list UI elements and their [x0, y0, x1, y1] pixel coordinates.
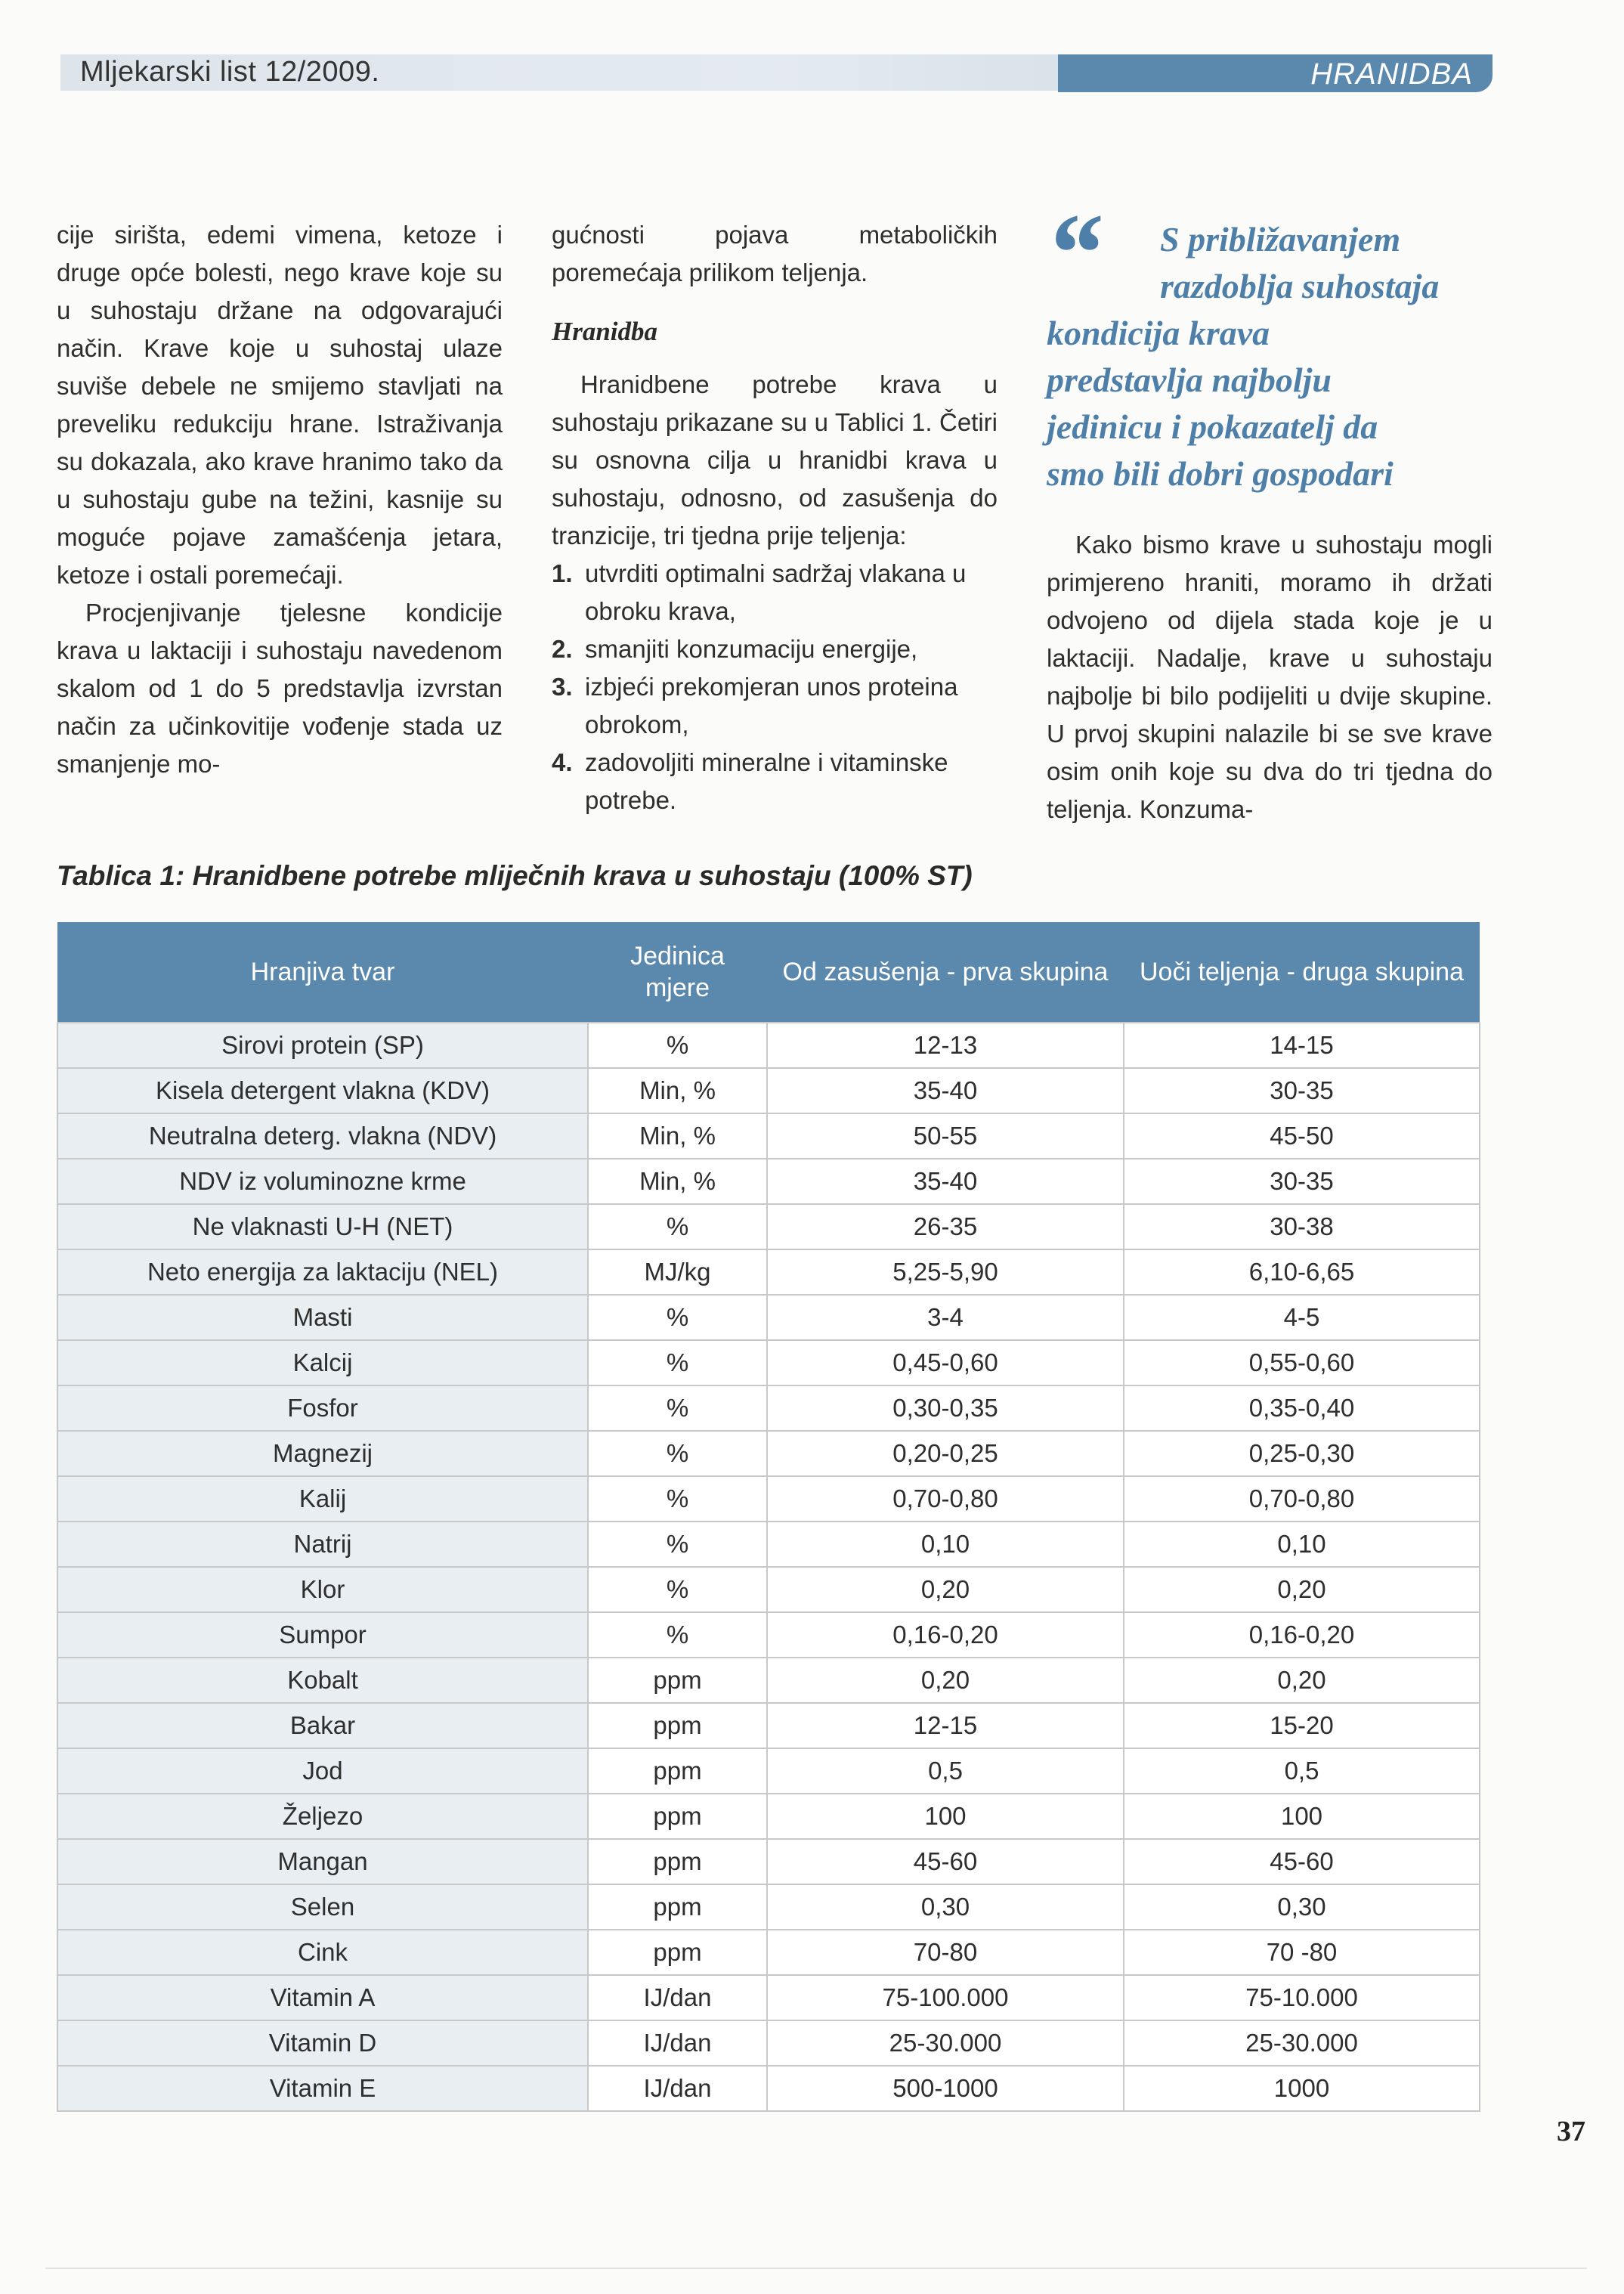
second-group-cell: 0,20	[1124, 1567, 1480, 1612]
table-row	[57, 1113, 1480, 1159]
second-group-cell: 30-38	[1124, 1204, 1480, 1249]
first-group-cell: 0,20	[767, 1658, 1124, 1703]
nutrient-cell: Fosfor	[57, 1385, 588, 1431]
first-group-cell: 0,10	[767, 1522, 1124, 1567]
first-group-cell: 75-100.000	[767, 1975, 1124, 2020]
table-row	[57, 1748, 1480, 1794]
first-group-cell: 0,20-0,25	[767, 1431, 1124, 1476]
nutrient-cell: Natrij	[57, 1522, 588, 1567]
unit-cell: ppm	[588, 1794, 767, 1839]
table-row	[57, 1658, 1480, 1703]
table-row	[57, 1476, 1480, 1522]
list-item	[552, 668, 998, 744]
nutrient-cell: Bakar	[57, 1703, 588, 1748]
pull-quote-line: razdoblja suhostaja	[1160, 267, 1440, 305]
first-group-cell: 0,45-0,60	[767, 1340, 1124, 1385]
second-group-cell: 25-30.000	[1124, 2020, 1480, 2066]
nutrient-cell: Jod	[57, 1748, 588, 1794]
list-number: 3.	[552, 673, 573, 701]
table-row	[57, 1295, 1480, 1340]
footer-divider	[45, 2268, 1587, 2269]
unit-cell: ppm	[588, 1930, 767, 1975]
nutrient-cell: Cink	[57, 1930, 588, 1975]
list-text: izbjeći prekomjeran unos proteina obrokom,	[585, 673, 958, 738]
nutrient-cell: Kalcij	[57, 1340, 588, 1385]
first-group-cell: 0,70-0,80	[767, 1476, 1124, 1522]
nutrient-cell: Kobalt	[57, 1658, 588, 1703]
unit-cell: Min, %	[588, 1068, 767, 1113]
first-group-cell: 25-30.000	[767, 2020, 1124, 2066]
second-group-cell: 100	[1124, 1794, 1480, 1839]
unit-cell: %	[588, 1431, 767, 1476]
list-item	[552, 555, 998, 630]
list-number: 1.	[552, 559, 573, 587]
text-column-1	[57, 216, 503, 783]
second-group-cell: 0,10	[1124, 1522, 1480, 1567]
nutrient-cell: Klor	[57, 1567, 588, 1612]
unit-cell: ppm	[588, 1703, 767, 1748]
unit-cell: ppm	[588, 1884, 767, 1930]
nutrient-cell: NDV iz voluminozne krme	[57, 1159, 588, 1204]
list-item	[552, 744, 998, 819]
column-header: Jedinica mjere	[588, 922, 767, 1023]
text-column-3	[1045, 190, 1493, 828]
nutrition-table	[57, 922, 1480, 2112]
unit-cell: Min, %	[588, 1159, 767, 1204]
table-row	[57, 2066, 1480, 2111]
publication-title: Mljekarski list 12/2009.	[80, 56, 380, 88]
unit-cell: IJ/dan	[588, 1975, 767, 2020]
first-group-cell: 35-40	[767, 1068, 1124, 1113]
second-group-cell: 4-5	[1124, 1295, 1480, 1340]
second-group-cell: 0,55-0,60	[1124, 1340, 1480, 1385]
text-column-2	[552, 216, 998, 819]
table-row	[57, 1023, 1480, 1068]
second-group-cell: 70 -80	[1124, 1930, 1480, 1975]
list-text: zadovoljiti mineralne i vitaminske potrebe.	[585, 748, 948, 814]
paragraph: Hranidbene potrebe krava u suhostaju prikazane su u Tablici 1. Četiri su osnovna cilja u hranidbi krava u suhostaju, odnosno, od zasušenja do tranzicije, tri tjedna prije teljenja:	[552, 370, 998, 550]
first-group-cell: 12-13	[767, 1023, 1124, 1068]
table-row	[57, 1522, 1480, 1567]
pull-quote-line: kondicija krava	[1047, 314, 1270, 352]
table-row	[57, 1567, 1480, 1612]
table-row	[57, 1204, 1480, 1249]
first-group-cell: 0,30-0,35	[767, 1385, 1124, 1431]
second-group-cell: 1000	[1124, 2066, 1480, 2111]
page-number: 37	[1557, 2116, 1585, 2147]
unit-cell: %	[588, 1476, 767, 1522]
nutrient-cell: Željezo	[57, 1794, 588, 1839]
first-group-cell: 0,16-0,20	[767, 1612, 1124, 1658]
unit-cell: %	[588, 1295, 767, 1340]
second-group-cell: 45-60	[1124, 1839, 1480, 1884]
list-number: 4.	[552, 748, 573, 776]
table-row	[57, 1159, 1480, 1204]
first-group-cell: 35-40	[767, 1159, 1124, 1204]
nutrient-cell: Mangan	[57, 1839, 588, 1884]
pull-quote-block	[1045, 190, 1493, 526]
section-heading: Hranidba	[552, 317, 658, 346]
first-group-cell: 0,30	[767, 1884, 1124, 1930]
pull-quote-line: predstavlja najbolju	[1047, 361, 1332, 399]
second-group-cell: 30-35	[1124, 1068, 1480, 1113]
table-row	[57, 1884, 1480, 1930]
column-header: Hranjiva tvar	[57, 922, 588, 1023]
nutrient-cell: Sumpor	[57, 1612, 588, 1658]
list-number: 2.	[552, 635, 573, 663]
second-group-cell: 0,70-0,80	[1124, 1476, 1480, 1522]
paragraph: cije sirišta, edemi vimena, ketoze i druge opće bolesti, nego krave koje su u suhostaju držane na odgovarajući način. Krave koje u suhostaj ulaze suviše debele ne smijemo stavljati na preveliku redukciju hrane. Istraživanja su dokazala, ako krave hranimo tako da u suhostaju gube na težini, kasnije su moguće pojave zamašćenja jetara, ketoze i ostali poremećaji.	[57, 221, 503, 589]
second-group-cell: 0,25-0,30	[1124, 1431, 1480, 1476]
pull-quote	[1047, 216, 1493, 497]
second-group-cell: 6,10-6,65	[1124, 1249, 1480, 1295]
first-group-cell: 0,20	[767, 1567, 1124, 1612]
unit-cell: IJ/dan	[588, 2066, 767, 2111]
second-group-cell: 0,30	[1124, 1884, 1480, 1930]
unit-cell: %	[588, 1612, 767, 1658]
nutrient-cell: Neto energija za laktaciju (NEL)	[57, 1249, 588, 1295]
first-group-cell: 3-4	[767, 1295, 1124, 1340]
nutrient-cell: Vitamin A	[57, 1975, 588, 2020]
unit-cell: %	[588, 1567, 767, 1612]
nutrient-cell: Neutralna deterg. vlakna (NDV)	[57, 1113, 588, 1159]
unit-cell: %	[588, 1340, 767, 1385]
table-row	[57, 1930, 1480, 1975]
pull-quote-line: jedinicu i pokazatelj da	[1047, 407, 1378, 446]
nutrient-cell: Kisela detergent vlakna (KDV)	[57, 1068, 588, 1113]
unit-cell: Min, %	[588, 1113, 767, 1159]
unit-cell: %	[588, 1385, 767, 1431]
table-row	[57, 1431, 1480, 1476]
pull-quote-line: S približavanjem	[1160, 220, 1401, 259]
unit-cell: %	[588, 1522, 767, 1567]
second-group-cell: 0,20	[1124, 1658, 1480, 1703]
table-caption: Tablica 1: Hranidbene potrebe mliječnih krava u suhostaju (100% ST)	[57, 860, 973, 891]
second-group-cell: 0,16-0,20	[1124, 1612, 1480, 1658]
second-group-cell: 45-50	[1124, 1113, 1480, 1159]
nutrient-cell: Kalij	[57, 1476, 588, 1522]
unit-cell: MJ/kg	[588, 1249, 767, 1295]
table-header-row	[57, 922, 1480, 1023]
unit-cell: ppm	[588, 1748, 767, 1794]
section-title: HRANIDBA	[1310, 57, 1473, 91]
first-group-cell: 26-35	[767, 1204, 1124, 1249]
paragraph: Procjenjivanje tjelesne kondicije krava u laktaciji i suhostaju navedenom skalom od 1 do 5 predstavlja izvrstan način za učinkovitije vođenje stada uz smanjenje mo-	[57, 599, 503, 778]
list-text: smanjiti konzumaciju energije,	[585, 635, 918, 663]
table-row	[57, 1703, 1480, 1748]
unit-cell: ppm	[588, 1658, 767, 1703]
first-group-cell: 50-55	[767, 1113, 1124, 1159]
first-group-cell: 70-80	[767, 1930, 1124, 1975]
unit-cell: IJ/dan	[588, 2020, 767, 2066]
paragraph: Kako bismo krave u suhostaju mogli primjereno hraniti, moramo ih držati odvojeno od dijela stada koje je u laktaciji. Nadalje, krave u suhostaju najbolje bi bilo podijeliti u dvije skupine. U prvoj skupini nalazile bi se sve krave osim onih koje su dva do tri tjedna do teljenja. Konzuma-	[1047, 531, 1493, 823]
first-group-cell: 0,5	[767, 1748, 1124, 1794]
second-group-cell: 15-20	[1124, 1703, 1480, 1748]
table-row	[57, 1249, 1480, 1295]
nutrient-cell: Magnezij	[57, 1431, 588, 1476]
table-row	[57, 1794, 1480, 1839]
table-row	[57, 1975, 1480, 2020]
nutrient-cell: Masti	[57, 1295, 588, 1340]
table-row	[57, 1612, 1480, 1658]
page-header	[0, 0, 1624, 98]
list-item	[552, 630, 998, 668]
quote-mark-icon: “	[1045, 190, 1102, 316]
column-header: Uoči teljenja - druga skupina	[1124, 922, 1480, 1023]
unit-cell: %	[588, 1204, 767, 1249]
unit-cell: %	[588, 1023, 767, 1068]
first-group-cell: 5,25-5,90	[767, 1249, 1124, 1295]
second-group-cell: 75-10.000	[1124, 1975, 1480, 2020]
second-group-cell: 0,5	[1124, 1748, 1480, 1794]
nutrient-cell: Vitamin D	[57, 2020, 588, 2066]
first-group-cell: 100	[767, 1794, 1124, 1839]
table-row	[57, 1340, 1480, 1385]
first-group-cell: 12-15	[767, 1703, 1124, 1748]
second-group-cell: 0,35-0,40	[1124, 1385, 1480, 1431]
nutrient-cell: Ne vlaknasti U-H (NET)	[57, 1204, 588, 1249]
first-group-cell: 45-60	[767, 1839, 1124, 1884]
table-row	[57, 2020, 1480, 2066]
table-row	[57, 1385, 1480, 1431]
nutrient-cell: Sirovi protein (SP)	[57, 1023, 588, 1068]
goals-list	[552, 555, 998, 819]
first-group-cell: 500-1000	[767, 2066, 1124, 2111]
table-row	[57, 1839, 1480, 1884]
second-group-cell: 14-15	[1124, 1023, 1480, 1068]
paragraph: gućnosti pojava metaboličkih poremećaja prilikom teljenja.	[552, 221, 998, 286]
nutrient-cell: Selen	[57, 1884, 588, 1930]
table-row	[57, 1068, 1480, 1113]
unit-cell: ppm	[588, 1839, 767, 1884]
second-group-cell: 30-35	[1124, 1159, 1480, 1204]
list-text: utvrditi optimalni sadržaj vlakana u obroku krava,	[585, 559, 967, 625]
pull-quote-line: smo bili dobri gospodari	[1047, 454, 1394, 493]
nutrient-cell: Vitamin E	[57, 2066, 588, 2111]
column-header: Od zasušenja - prva skupina	[767, 922, 1124, 1023]
